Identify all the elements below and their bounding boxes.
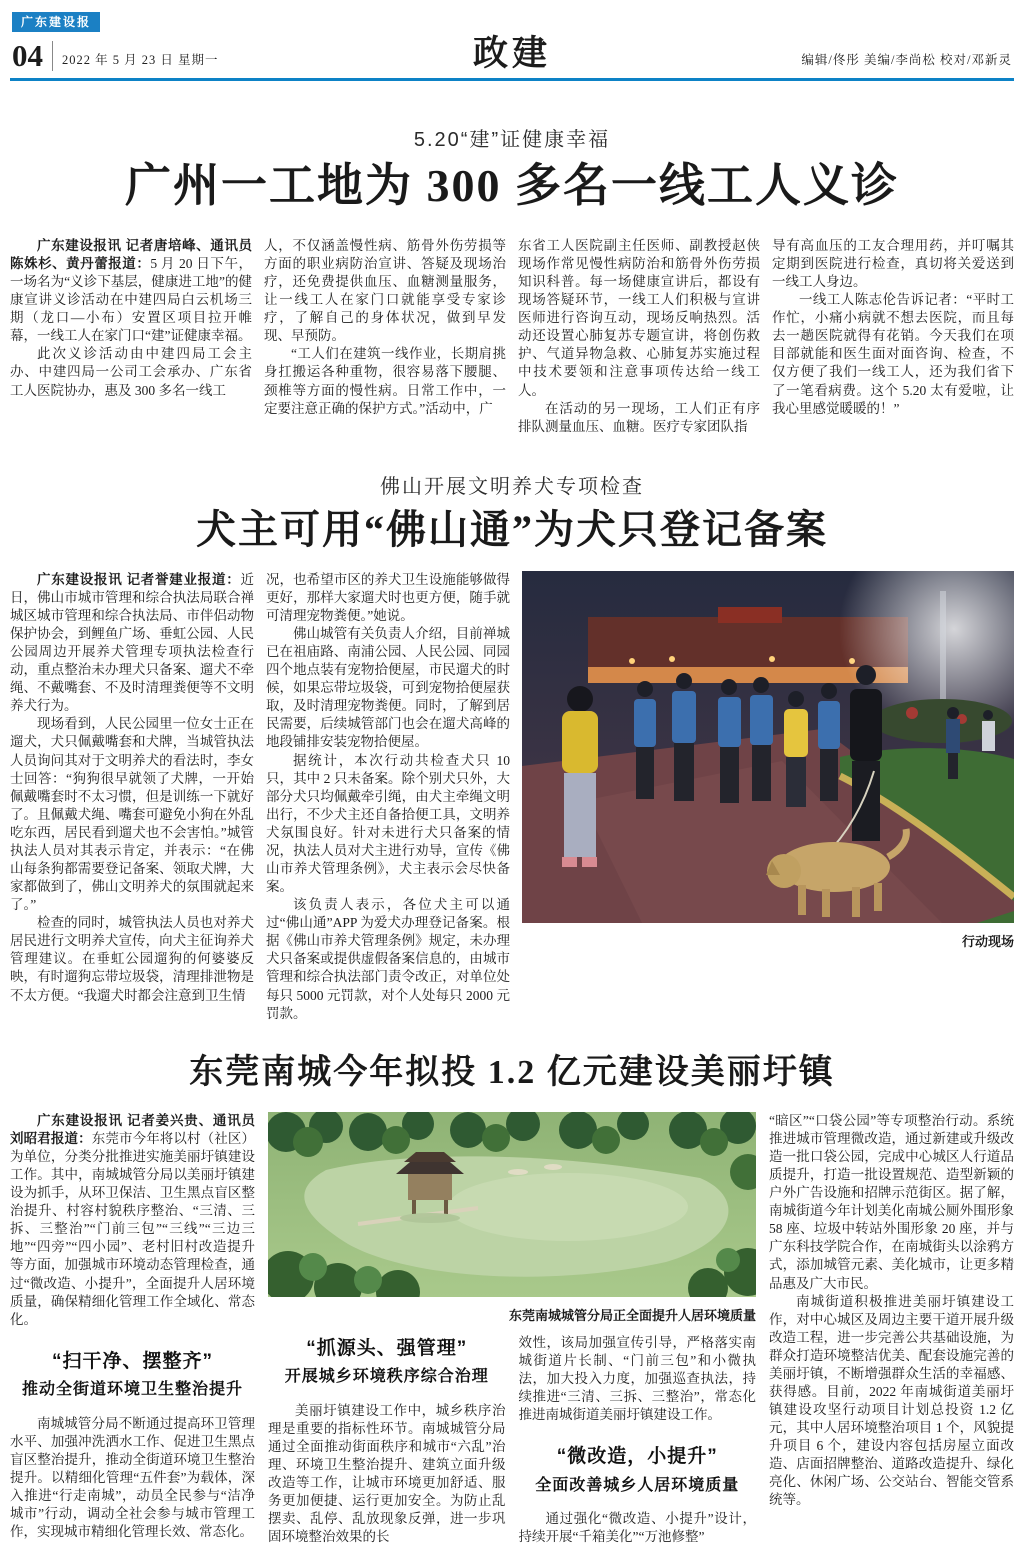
article3-mid-column-2 <box>519 1334 757 1546</box>
article2-column-2 <box>266 571 510 1023</box>
paragraph: 据统计，本次行动共检查犬只 10 只，其中 2 只未备案。除个别犬只外，大部分犬只均佩戴牵引绳，由犬主牵绳文明出行，不少犬主还自备拾便工具，文明养犬氛围良好。针对未进行犬只备案的情况，执法人员对犬主进行劝导，宣传《佛山市养犬管理条例》，犬主表示会尽快备案。 <box>266 752 510 895</box>
article1-column-2 <box>264 237 506 436</box>
paragraph: 广东建设报讯 记者姜兴贵、通讯员刘昭君报道：东莞市今年将以村（社区）为单位，分类分批推进实施美丽圩镇建设工作。其中，南城城管分局以美丽圩镇建设为抓手，从环卫保洁、卫生黑点盲区整治提升、村容村貌秩序整治、“三清、三拆、三整治”“门前三包”“三线”“三边三地”“四旁”“四小园”、老村旧村改造提升等方面，加强城市环境动态管理检查，通过“微改造、小提升”，全面提升人居环境质量，确保精细化管理工作全域化、常态化。 <box>10 1112 256 1327</box>
masthead-logo: 广东建设报 <box>12 12 100 32</box>
article2-title: 犬主可用“佛山通”为犬只登记备案 <box>196 506 828 552</box>
paragraph: 南城城管分局不断通过提高环卫管理水平、加强冲洗洒水工作、促进卫生黑点盲区整治提升，推动全街道环境卫生整治提升。以精细化管理“五件套”为载体，深入推进“行走南城”，动员全民参与“洁净城市”行动，调动全社会参与城市管理工作，实现城市精细化管理长效、常态化。 <box>10 1415 255 1540</box>
article1-column-3 <box>518 237 760 436</box>
paragraph: 美丽圩镇建设工作中，城乡秩序治理是重要的指标性环节。南城城管分局通过全面推动街面秩序和城市“六乱”治理、环境卫生整治提升、建筑立面升级改造等工作，让城市环境更加舒适、服务更加便捷、运行更加安全。为防止乱摆卖、乱停、乱放现象反弹，进一步巩固环境整治效果的长 <box>268 1402 506 1545</box>
paragraph: 该负责人表示，各位犬主可以通过“佛山通”APP 为爱犬办理登记备案。根据《佛山市养犬管理条例》规定，未办理犬只备案或提供虚假备案信息的，由城市管理和综合执法部门责令改正，对单位处每只 5000 元罚款，对个人处每只 2000 元罚款。 <box>266 897 510 1021</box>
subhead1-line1: “扫干净、摆整齐” <box>51 1350 213 1372</box>
subhead3-line2: 全面改善城乡人居环境质量 <box>535 1476 740 1494</box>
article3-middle-columns <box>268 1334 756 1546</box>
page-header <box>10 0 1014 81</box>
page-number: 04 <box>12 38 43 73</box>
section-title: 政建 <box>473 34 552 73</box>
article3-title: 东莞南城今年拟投 1.2 亿元建设美丽圩镇 <box>189 1053 835 1091</box>
article-beautiful-township <box>10 1053 1014 1546</box>
article3-column-1 <box>10 1112 255 1546</box>
article2-body <box>10 571 1014 1023</box>
article3-mid1-body <box>268 1402 506 1546</box>
paragraph: 一线工人陈志伦告诉记者：“平时工作忙，小痛小病就不想去医院，而且每去一趟医院就得有花销。今天我们在项目部就能和医生面对面咨询、检查，不仅方便了我们一线工人，还为我们省下了一笔看病费。这个 5.20 太有爱啦，让我心里感觉暖暖的！” <box>772 292 1014 416</box>
subhead3-line1: “微改造，小提升” <box>556 1446 718 1468</box>
paragraph: 况，也希望市区的养犬卫生设施能够做得更好，那样大家遛犬时也更方便，随手就可清理宠物粪便。”她说。 <box>266 571 510 623</box>
article3-subhead-3 <box>519 1444 757 1496</box>
paragraph: 通过强化“微改造、小提升”设计，持续开展“千箱美化”“万池修整” <box>518 1511 756 1545</box>
article2-kicker: 佛山开展文明养犬专项检查 <box>380 475 644 498</box>
township-lake-photo <box>268 1112 756 1297</box>
article2-photo-block <box>522 571 1014 1023</box>
paragraph: 导有高血压的工友合理用药，并叮嘱其定期到医院进行检查，真切将关爱送到一线工人身边。 <box>772 237 1014 290</box>
paragraph: 广东建设报讯 记者誉建业报道：近日，佛山市城市管理和综合执法局联合禅城区城市管理和综合执法局、市伴侣动物保护协会，到鲤鱼广场、垂虹公园、人民公园周边开展养犬管理专项执法检查行动，重点整治未办理犬只备案、遛犬不牵绳、不戴嘴套、不及时清理粪便等不文明养犬行为。 <box>10 571 254 714</box>
paragraph: “暗区”“口袋公园”等专项整治行动。系统推进城市管理微改造，通过新建或升级改造一批口袋公园，完成中心城区人行道品质提升，打造一批设置规范、造型新颖的户外广告设施和招牌示范街区。据了解，南城街道今年计划美化南城公厕外围形象 58 座、垃圾中转站外围形象 20 座，并与广东科技学院合作，在南城街头以涂鸦方式，添加城管元素、美化城市，让更多精品惠及广大市民。 <box>769 1112 1014 1291</box>
paragraph: 东省工人医院副主任医师、副教授赵侠现场作常见慢性病防治和筋骨外伤劳损知识科普。每一场健康宣讲后，都设有现场答疑环节，一线工人们积极与宣讲医师进行咨询互动，现场反响热烈。活动还设置心肺复苏专题宣讲，将创伤救护、气道异物急救、心肺复苏实施过程中技术要领和注意事项传达给一线工人。 <box>518 237 760 398</box>
issue-date: 2022 年 5 月 23 日 星期一 <box>62 53 219 67</box>
article3-mid2-body <box>519 1510 757 1546</box>
paragraph: 在活动的另一现场，工人们正有序排队测量血压、血糖。医疗专家团队指 <box>518 400 760 434</box>
staff-credits: 编辑/佟彤 美编/李尚松 校对/邓新灵 <box>801 53 1013 67</box>
article2-column-1 <box>10 571 254 1023</box>
article-worker-clinic <box>10 123 1014 436</box>
article3-photo-caption: 东莞南城城管分局正全面提升人居环境质量 <box>508 1307 756 1323</box>
article2-photo-caption: 行动现场 <box>961 933 1014 949</box>
paragraph: 现场看到，人民公园里一位女士正在遛犬，犬只佩戴嘴套和犬牌，当城管执法人员询问其对于文明养犬的看法时，李女士回答：“狗狗很早就领了犬牌，一开始佩戴嘴套时不太习惯，但是训练一下就好了。且佩戴犬绳、嘴套可避免小狗在外乱吃东西，居民看到遛犬也不会害怕。”城管执法人员对其表示肯定，并表示：“在佛山每条狗都需要登记备案、领取犬牌，大家都做到了，佛山文明养犬的氛围就起来了。” <box>10 716 254 913</box>
article1-column-1 <box>10 237 252 436</box>
paragraph: 南城街道积极推进美丽圩镇建设工作，对中心城区及周边主要干道开展升级改造工程，进一步完善公共基础设施，为群众打造环境整洁优美、配套设施完善的美丽圩镇，不断增强群众生活的幸福感、获得感。目前，2022 年南城街道美丽圩镇建设攻坚行动项目计划总投资 1.2 亿元，其中人居环境整治项目 1 个，风貌提升项目 6 个，建设内容包括房屋立面改造、店面招牌整治、道路改造提升、绿化亮化、休闲广场、公交站台、智能交管系统等。 <box>769 1293 1014 1508</box>
paragraph: 效性，该局加强宣传引导，严格落实南城街道片长制、“门前三包”和小微执法，加大投入力度，加强巡查执法，持续推进“三清、三拆、三整治”，常态化推进南城街道美丽圩镇建设工作。 <box>518 1334 756 1423</box>
article3-right-column <box>769 1112 1014 1546</box>
paragraph: 检查的同时，城管执法人员也对养犬居民进行文明养犬宣传，向犬主征询养犬管理建议。在垂虹公园遛狗的何婆婆反映，有时遛狗忘带垃圾袋，清理排泄物是不太方便。“我遛犬时都会注意到卫生情 <box>10 915 254 1003</box>
header-rule <box>10 78 1014 81</box>
article-dog-registration <box>10 470 1014 1023</box>
article3-subhead-1 <box>10 1349 255 1401</box>
article3-mid2-lead <box>519 1334 757 1424</box>
header-left <box>12 40 473 71</box>
paragraph: 广东建设报讯 记者唐培峰、通讯员陈姝杉、黄丹蕾报道：5 月 20 日下午，一场名为“义诊下基层，健康进工地”的健康宣讲义诊活动在中建四局白云机场三期（龙口—小布）安置区项目拉开帷幕，一线工人在家门口“建”证健康幸福。 <box>10 237 253 344</box>
subhead2-line1: “抓源头、强管理” <box>306 1337 468 1359</box>
article2-columns <box>10 571 510 1023</box>
header-row <box>10 36 1014 78</box>
inspection-night-photo <box>522 571 1014 923</box>
paragraph: 此次义诊活动由中建四局工会主办、中建四局一公司工会承办、广东省工人医院协办，惠及 300 多名一线工 <box>10 346 252 398</box>
article1-kicker: 5.20“建”证健康幸福 <box>413 129 611 151</box>
article3-col1-body <box>10 1415 255 1542</box>
article3-body <box>10 1112 1014 1546</box>
header-divider <box>52 41 53 71</box>
article1-column-4 <box>772 237 1014 436</box>
subhead2-line2: 开展城乡环境秩序综合治理 <box>284 1368 489 1386</box>
paragraph: 佛山城管有关负责人介绍，目前禅城已在祖庙路、南浦公园、人民公园、同园四个地点装有宠物拾便屋，市民遛犬的时候，如果忘带垃圾袋，可到宠物拾便屋获取，及时清理宠物粪便。同时，了解到居民需要，后续城管部门也会在遛犬高峰的地段铺排安装宠物拾便屋。 <box>266 625 510 750</box>
article1-columns <box>10 237 1014 436</box>
subhead1-line2: 推动全街道环境卫生整治提升 <box>21 1381 243 1399</box>
paragraph: 人，不仅涵盖慢性病、筋骨外伤劳损等方面的职业病防治宣讲、答疑及现场治疗，还免费提供血压、血糖测量服务，让一线工人在家门口就能享受专家诊疗，了解自己的身体状况，做到早发现、早预防。 <box>264 237 506 344</box>
article3-middle <box>268 1112 756 1546</box>
article3-mid-column-1 <box>268 1334 506 1546</box>
article1-title: 广州一工地为 300 多名一线工人义诊 <box>125 160 899 211</box>
article3-intro <box>10 1112 255 1329</box>
article3-subhead-2 <box>268 1336 506 1388</box>
paragraph: “工人们在建筑一线作业，长期肩挑身扛搬运各种重物，很容易落下腰腿、颈椎等方面的慢性病。日常工作中，一定要注意正确的保护方式。”活动中，广 <box>264 346 506 416</box>
